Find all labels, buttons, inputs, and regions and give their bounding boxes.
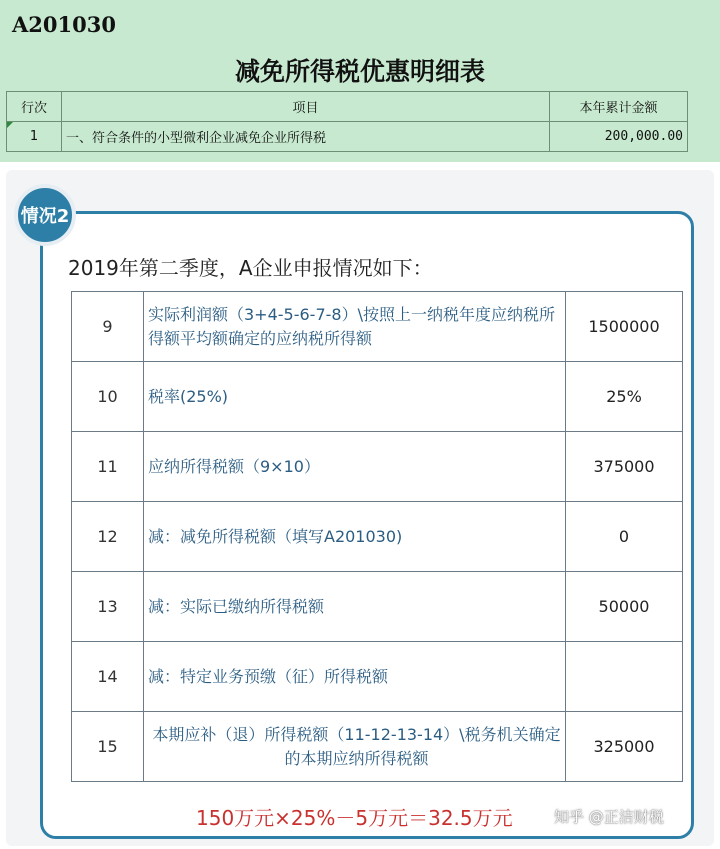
table-row xyxy=(72,502,683,572)
row-number: 10 xyxy=(72,362,144,432)
row-item: 应纳所得税额（9×10） xyxy=(144,432,566,502)
table-row xyxy=(72,712,683,782)
table-row xyxy=(72,572,683,642)
row-number: 14 xyxy=(72,642,144,712)
case-intro: 2019年第二季度，A企业申报情况如下： xyxy=(68,256,433,280)
sheet-header-row xyxy=(7,92,688,122)
spreadsheet-area xyxy=(0,0,720,162)
row-item: 税率(25%) xyxy=(144,362,566,432)
row-value: 50000 xyxy=(566,572,683,642)
case-badge: 情况2 xyxy=(14,184,76,246)
row-item: 本期应补（退）所得税额（11-12-13-14）\税务机关确定的本期应纳所得税额 xyxy=(144,712,566,782)
sheet-row-item: 一、符合条件的小型微利企业减免企业所得税 xyxy=(62,122,550,152)
row-value: 0 xyxy=(566,502,683,572)
form-code: A201030 xyxy=(12,12,116,37)
row-number: 15 xyxy=(72,712,144,782)
table-row xyxy=(72,642,683,712)
table-row xyxy=(72,292,683,362)
row-value: 1500000 xyxy=(566,292,683,362)
row-number: 11 xyxy=(72,432,144,502)
row-item: 实际利润额（3+4-5-6-7-8）\按照上一纳税年度应纳税所得额平均额确定的应纳税所得额 xyxy=(144,292,566,362)
sheet-row xyxy=(7,122,688,152)
sheet-row-amount: 200,000.00 xyxy=(550,122,688,152)
row-value xyxy=(566,642,683,712)
row-value: 375000 xyxy=(566,432,683,502)
table-row xyxy=(72,362,683,432)
calculation-formula: 150万元×25%－5万元＝32.5万元 xyxy=(196,806,513,830)
row-item: 减：实际已缴纳所得税额 xyxy=(144,572,566,642)
header-row-number: 行次 xyxy=(7,92,62,122)
row-item: 减：减免所得税额（填写A201030) xyxy=(144,502,566,572)
row-number: 9 xyxy=(72,292,144,362)
sheet-title: 减免所得税优惠明细表 xyxy=(234,57,485,86)
row-number: 13 xyxy=(72,572,144,642)
cell-comment-marker xyxy=(7,122,13,128)
row-item: 减：特定业务预缴（征）所得税额 xyxy=(144,642,566,712)
sheet-table xyxy=(6,91,688,152)
row-value: 325000 xyxy=(566,712,683,782)
header-item: 项目 xyxy=(62,92,550,122)
sheet-row-number: 1 xyxy=(7,122,62,152)
row-value: 25% xyxy=(566,362,683,432)
table-row xyxy=(72,432,683,502)
watermark: 知乎 @正洁财税 xyxy=(554,808,664,826)
row-number: 12 xyxy=(72,502,144,572)
declaration-table xyxy=(71,291,683,782)
header-amount: 本年累计金额 xyxy=(550,92,688,122)
